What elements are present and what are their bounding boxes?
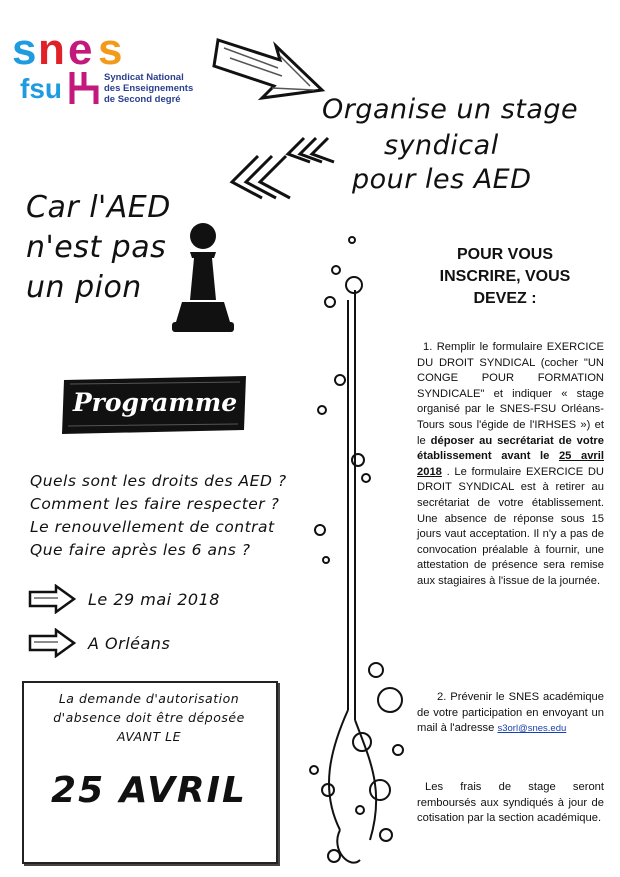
logo-letter-n: n	[38, 25, 65, 74]
programme-date: Le 29 mai 2018	[88, 590, 220, 609]
title-line-3: pour les AED	[352, 164, 532, 195]
logo-letter-s2: s	[98, 25, 123, 74]
logo-tagline-line: Syndicat National	[104, 72, 184, 83]
programme-question: Le renouvellement de contrat	[30, 518, 275, 536]
step-1-rest: . Le formulaire EXERCICE DU DROIT SYNDICAL est à retirer au secrétariat de votre établissement. Une absence de réponse sous 15 jours vaut acceptation. Il n'y a pas de convocation préalable à fournir, une attestation de présence sera remise aux stagiaires à l'issue de la journée.	[417, 465, 605, 587]
title-line-2: syndical	[384, 130, 499, 161]
programme-label: Programme	[72, 388, 238, 417]
notice-text	[28, 689, 270, 746]
slogan-line-1: Car l'AED	[26, 190, 171, 225]
decorative-vine-icon	[300, 230, 410, 875]
notice-line: d'absence doit être déposée	[53, 710, 245, 725]
notice-date: 25 AVRIL	[51, 770, 247, 811]
notice-line: AVANT LE	[116, 729, 181, 744]
inscription-fees	[417, 780, 604, 827]
programme-question: Quels sont les droits des AED ?	[30, 472, 287, 490]
logo-figure-icon	[72, 72, 96, 104]
logo-letter-e: e	[68, 25, 93, 74]
inscription-heading	[405, 244, 605, 310]
logo-fsu: fsu	[20, 73, 62, 104]
step-1-bold: déposer au secrétariat de votre établissement avant le	[417, 434, 604, 463]
logo-tagline-line: de Second degré	[104, 94, 181, 105]
date-arrow-icon	[28, 584, 76, 614]
inscription-heading-line: POUR VOUS	[456, 246, 553, 263]
programme-place: A Orléans	[88, 634, 171, 653]
programme-question: Comment les faire respecter ?	[30, 495, 280, 513]
logo-tagline-line: des Enseignements	[104, 83, 194, 94]
fees-text: Les frais de stage seront remboursés aux syndiqués à jour de cotisation par la section académique.	[417, 781, 604, 825]
inscription-step-2	[417, 690, 604, 737]
place-arrow-icon	[28, 628, 76, 658]
programme-question: Que faire après les 6 ans ?	[30, 541, 251, 559]
logo-letter-s1: s	[12, 25, 37, 74]
sketch-arrow-icon	[210, 28, 330, 108]
contact-email-link[interactable]: s3orl@snes.edu	[497, 723, 567, 735]
slogan-line-3: un pion	[26, 270, 142, 305]
inscription-step-1	[417, 340, 604, 590]
notice-line: La demande d'autorisation	[58, 691, 240, 706]
logo-tagline	[104, 72, 224, 105]
chevron-arrows-icon	[218, 132, 338, 212]
step-2-text: 2. Prévenir le SNES académique de votre participation en envoyant un mail à l'adresse	[417, 691, 604, 735]
step-1-intro: 1. Remplir le formulaire EXERCICE DU DROIT SYNDICAL (cocher "UN CONGE POUR FORMATION SYNDICALE" et indiquer « stage organisé par le SNES-FSU Orléans-Tours sous l'égide de l'IRHSES ») et le	[417, 341, 604, 447]
slogan-line-2: n'est pas	[26, 230, 167, 265]
step-1-deadline: 25 avril 2018	[417, 450, 604, 478]
inscription-heading-line: INSCRIRE, VOUS	[439, 268, 571, 285]
chess-pawn-icon	[168, 218, 238, 338]
inscription-heading-line: DEVEZ :	[473, 290, 537, 307]
title-line-1: Organise un stage	[322, 94, 579, 125]
